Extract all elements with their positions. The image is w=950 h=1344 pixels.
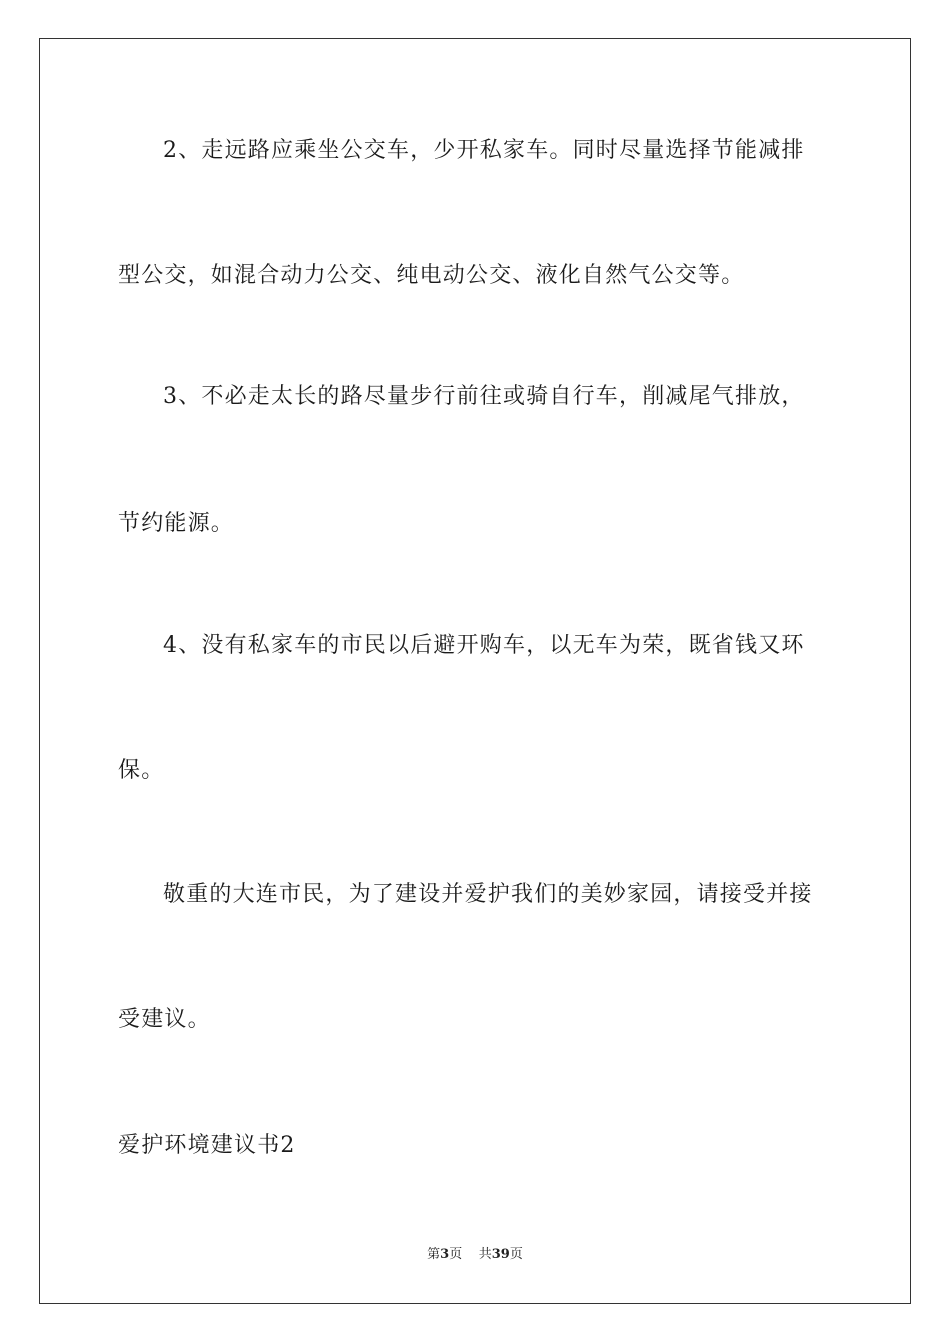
footer-total-suffix: 页 — [509, 1247, 523, 1262]
footer-page-prefix: 第 — [427, 1247, 441, 1262]
paragraph-4-line-2: 保。 — [118, 758, 165, 783]
closing-paragraph-line-1: 敬重的大连市民，为了建设并爱护我们的美妙家园，请接受并接 — [163, 882, 813, 907]
footer-page-number: 3 — [440, 1247, 450, 1262]
paragraph-2-line-2: 型公交，如混合动力公交、纯电动公交、液化自然气公交等。 — [118, 263, 745, 288]
page-footer — [0, 1246, 950, 1264]
section-title: 爱护环境建议书2 — [118, 1133, 296, 1158]
page-border — [39, 38, 911, 1304]
paragraph-3-line-2: 节约能源。 — [118, 511, 235, 536]
footer-total-prefix: 共 — [478, 1247, 492, 1262]
footer-page-suffix: 页 — [449, 1247, 463, 1262]
footer-total-pages: 39 — [491, 1247, 510, 1262]
paragraph-3-line-1: 3、不必走太长的路尽量步行前往或骑自行车，削减尾气排放， — [163, 384, 805, 409]
paragraph-4-line-1: 4、没有私家车的市民以后避开购车，以无车为荣，既省钱又环 — [163, 633, 805, 658]
paragraph-2-line-1: 2、走远路应乘坐公交车，少开私家车。同时尽量选择节能减排 — [163, 138, 805, 163]
closing-paragraph-line-2: 受建议。 — [118, 1007, 211, 1032]
